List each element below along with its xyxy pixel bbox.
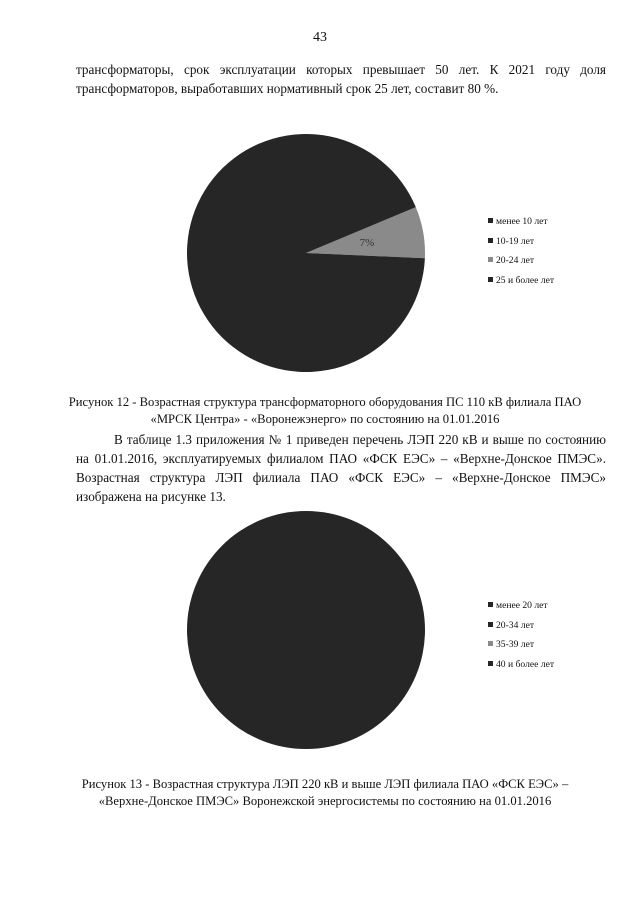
legend-item-3 [488,635,554,655]
pie-slice-label: 7% [359,237,375,250]
legend-item-3 [488,251,554,271]
legend-item-2 [488,232,554,252]
legend-label: 20-24 лет [496,255,535,266]
pie-chart-power-lines [186,510,426,750]
legend-label: менее 10 лет [496,216,548,227]
legend-power-lines [488,596,554,674]
legend-label: 25 и более лет [496,274,555,286]
legend-swatch [488,277,493,282]
legend-label: 35-39 лет [496,639,535,650]
legend-label: менее 20 лет [496,600,548,611]
legend-swatch [488,661,493,666]
legend-item-4 [488,655,554,675]
pie-slice-4 [187,511,425,749]
paragraph-lines [76,430,606,506]
legend-transformers [488,212,554,290]
legend-swatch [488,238,493,243]
legend-label: 40 и более лет [496,658,555,670]
legend-item-4 [488,271,554,291]
legend-swatch [488,641,493,646]
page-number: 43 [313,30,327,45]
legend-swatch [488,257,493,262]
pie-chart-transformers [186,133,426,373]
figure-13-caption: Рисунок 13 - Возрастная структура ЛЭП 220 кВ и выше ЛЭП филиала ПАО «ФСК ЕЭС» – «Верхне-Донское ПМЭС» Воронежской энергосистемы по состоянию на 01.01.2016 [81,777,569,808]
legend-label: 10-19 лет [496,235,535,247]
legend-label: 20-34 лет [496,619,535,631]
legend-swatch [488,622,493,627]
figure-12-caption: Рисунок 12 - Возрастная структура трансформаторного оборудования ПС 110 кВ филиала ПАО «МРСК Центра» - «Воронежэнерго» по состоянию на 01.01.2016 [68,395,582,426]
legend-item-1 [488,596,554,616]
legend-swatch [488,218,493,223]
paragraph-lines-text: В таблице 1.3 приложения № 1 приведен перечень ЛЭП 220 кВ и выше по состоянию на 01.01.2016, эксплуатируемых филиалом ПАО «ФСК ЕЭС» – «Верхне-Донское ПМЭС». Возрастная структура ЛЭП филиала ПАО «ФСК ЕЭС» – «Верхне-Донское ПМЭС» изображена на рисунке 13. [76,432,606,504]
paragraph-intro: трансформаторы, срок эксплуатации которых превышает 50 лет. К 2021 году доля трансформаторов, выработавших нормативный срок 25 лет, составит 80 %. [76,62,606,96]
legend-swatch [488,602,493,607]
legend-item-1 [488,212,554,232]
legend-item-2 [488,616,554,636]
